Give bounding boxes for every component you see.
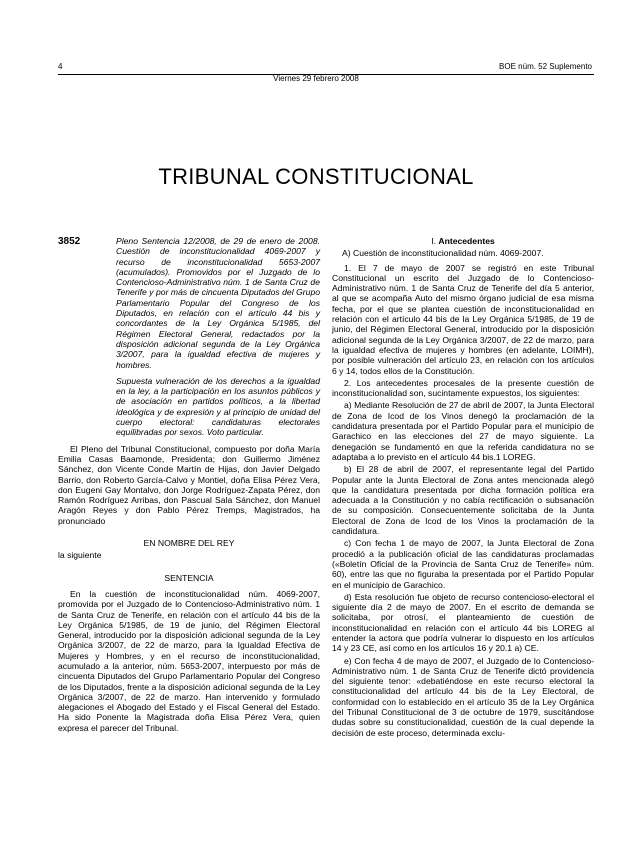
intro-paragraph: El Pleno del Tribunal Constitucional, compuesto por doña María Emilia Casas Baamonde, Presidenta; don Guillermo Jiménez Sánchez, don Vicente Conde Martín de Hijas, don Javier Delgado Barrio, don Roberto García-Calvo y Montiel, doña Elisa Pérez Vera, don Eugeni Gay Montalvo, don Jorge Rodríguez-Zapata Pérez, don Ramón Rodríguez Arribas, don Pascual Sala Sánchez, don Manuel Aragón Reyes y don Pablo Pérez Tremps, Magistrados, ha pronunciado [58,443,320,526]
header-date: Viernes 29 febrero 2008 [273,74,359,83]
rey-heading: EN NOMBRE DEL REY [143,538,235,549]
body-paragraph: En la cuestión de inconstitucionalidad núm. 4069-2007, promovida por el Juzgado de lo Contencioso-Administrativo núm. 1 de Santa Cruz de Tenerife, en relación con el artículo 44 bis de la Ley Orgánica 5/1985, de 19 de junio, del Régimen Electoral General, introducido por la disposición adicional segunda de la Ley Orgánica 3/2007, de 22 de marzo, para la Igualdad Efectiva de Mujeres y Hombres, y en el recurso de inconstitucionalidad, acumulado a la anterior, núm. 5653-2007, interpuesto por más de cincuenta Diputados del Grupo Parlamentario Popular del Congreso de los Diputados, frente a la disposición adicional segunda de la Ley Orgánica 3/2007, de 22 de marzo. Han intervenido y formulado alegaciones el Abogado del Estado y el Fiscal General del Estado. Ha sido Ponente la Magistrada doña Elisa Pérez Vera, quien expresa el parecer del Tribunal. [58,588,320,733]
antecedentes-heading [332,236,594,246]
page-number: 4 [58,62,63,71]
paragraph-c: c) Con fecha 1 de mayo de 2007, la Junta Electoral de Zona procedió a la publicación oficial de las candidaturas proclamadas («Boletín Oficial de la Provincia de Santa Cruz de Tenerife» núm. 60), entre las que no figuraba la presentada por el Partido Popular en el municipio de Garachico. [332,538,594,590]
paragraph-e: e) Con fecha 4 de mayo de 2007, el Juzgado de lo Contencioso-Administrativo núm. 1 de Santa Cruz de Tenerife dictó providencia del siguiente tenor: «debatiéndose en este recurso electoral la constitucionalidad del artículo 44 bis de la Ley Electoral, de conformidad con lo establecido en el artículo 35 de la Ley Orgánica del Tribunal Constitucional de 3 de octubre de 1979, suscitándose dudas sobre su constitucionalidad, cuestión de la cual depende la decisión de este proceso, determinada exclu- [332,655,594,738]
document-number: 3852 [58,236,81,247]
right-column [332,236,594,740]
heading-text: Antecedentes [438,236,495,246]
paragraph-d: d) Esta resolución fue objeto de recurso contencioso-electoral el siguiente día 2 de mayo de 2007. En el escrito de demanda se solicitaba, por otrosí, el planteamiento de cuestión de inconstitucionalidad en relación con el artículo 44 bis LOREG al entender la actora que podría vulnerar lo dispuesto en los artículos 14 y 23 CE, así como en los artículos 16 y 20.1 a) CE. [332,591,594,654]
summary-paragraph-2: Supuesta vulneración de los derechos a la igualdad en la ley, a la participación en los asuntos públicos y de asociación en partidos políticos, a la libertad ideológica y de expresión y al principio de unidad del cuerpo electoral: candidaturas electorales equilibradas por sexos. Voto particular. [116,375,320,438]
sentencia-heading: SENTENCIA [164,572,214,583]
left-column [58,236,320,733]
paragraph-b: b) El 28 de abril de 2007, el representante legal del Partido Popular ante la Junta Electoral de Zona antes mencionada alegó que la candidatura presentada por dicha formación política era adecuada a la Constitución y no cabía rectificación o subsanación de su composición. Consecuentemente solicitaba de la Junta Electoral de Zona de Icod de los Vinos la proclamación de la candidatura. [332,464,594,537]
header-publication: BOE núm. 52 Suplemento [499,62,592,71]
summary-block [116,236,320,438]
paragraph-2: 2. Los antecedentes procesales de la presente cuestión de inconstitucionalidad son, sucintamente expuestos, los siguientes: [332,377,594,399]
summary-paragraph-1: Pleno Sentencia 12/2008, de 29 de enero de 2008. Cuestión de inconstitucionalidad 4069-2007 y recurso de inconstitucionalidad 5653-2007 (acumulados). Promovidos por el Juzgado de lo Contencioso-Administrativo núm. 1 de Santa Cruz de Tenerife y por más de cincuenta Diputados del Grupo Parlamentario Popular del Congreso de los Diputados, en relación con el artículo 44 bis y concordantes de la Ley Orgánica 5/1985, del Régimen Electoral General, redactados por la disposición adicional segunda de la Ley Orgánica 3/2007, para la igualdad efectiva de mujeres y hombres. [116,236,320,370]
heading-number: I. [431,236,437,246]
paragraph-a: a) Mediante Resolución de 27 de abril de 2007, la Junta Electoral de Zona de Icod de los Vinos denegó la proclamación de la candidatura presentada por el Partido Popular para el municipio de Garachico en las elecciones del 27 de mayo siguiente. La denegación se fundamentó en que la referida candidatura no se adaptaba a lo previsto en el artículo 44 bis.1 LOREG. [332,400,594,462]
siguiente-text: la siguiente [58,550,102,561]
header-rule [58,74,594,75]
subheading: A) Cuestión de inconstitucionalidad núm. 4069-2007. [342,248,544,259]
page-title: TRIBUNAL CONSTITUCIONAL [158,164,474,189]
paragraph-1: 1. El 7 de mayo de 2007 se registró en este Tribunal Constitucional un escrito del Juzgado de lo Contencioso-Administrativo núm. 1 de Santa Cruz de Tenerife del día 5 anterior, al que se acompaña Auto del mismo órgano judicial de esa misma fecha, por el que se plantea cuestión de inconstitucionalidad en relación con el artículo 44 bis de la Ley Orgánica 5/1985, de 19 de junio, del Régimen Electoral General, introducido por la disposición adicional segunda de la Ley Orgánica 3/2007, de 22 de marzo, para la igualdad efectiva de mujeres y hombres (en adelante, LOIMH), por posible vulneración del artículo 23, en relación con los artículos 6 y 14, todos ellos de la Constitución. [332,262,594,376]
